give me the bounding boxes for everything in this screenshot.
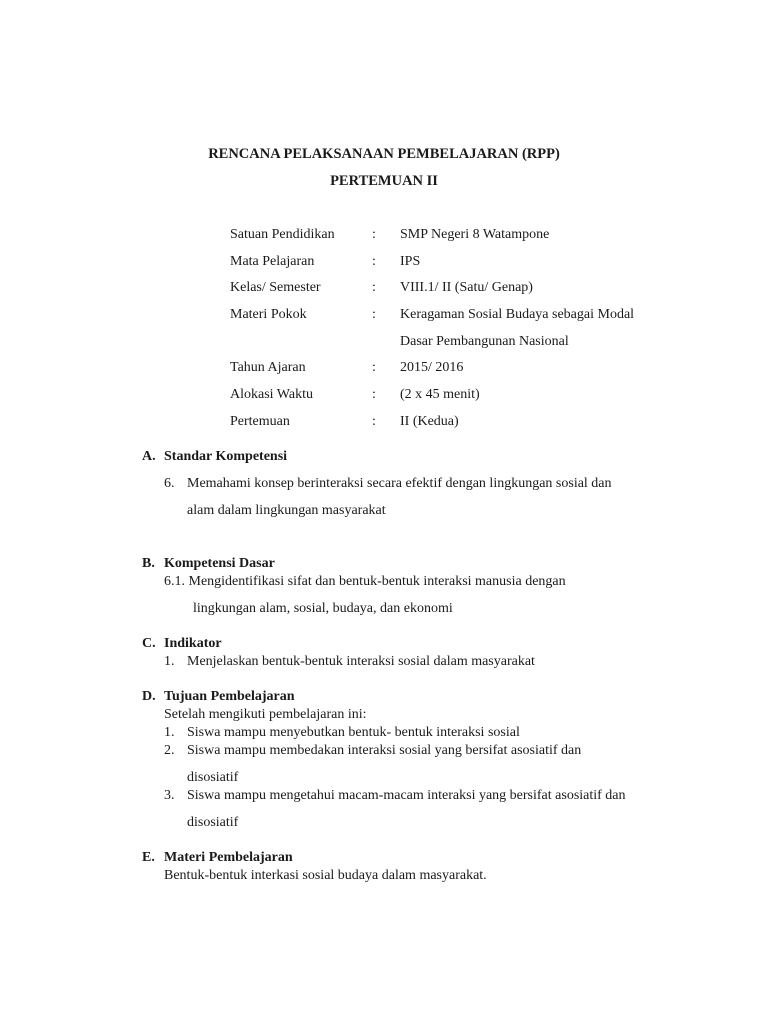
list-item-text: Siswa mampu membedakan interaksi sosial yang bersifat asosiatif dan [187, 743, 582, 758]
section-letter: C. [142, 636, 156, 651]
info-row-materi-pokok-cont [230, 335, 690, 362]
section-title: Standar Kompetensi [164, 449, 288, 464]
info-colon: : [372, 253, 376, 269]
list-item-text: Menjelaskan bentuk-bentuk interaksi sosial dalam masyarakat [187, 654, 535, 669]
section-standar-kompetensi [142, 449, 702, 518]
section-heading [142, 637, 702, 655]
info-value: Dasar Pembangunan Nasional [400, 333, 569, 349]
list-item-text-cont: alam dalam lingkungan masyarakat [187, 503, 386, 518]
info-value: Keragaman Sosial Budaya sebagai Modal [400, 307, 635, 323]
info-value: II (Kedua) [400, 413, 459, 429]
info-value: VIII.1/ II (Satu/ Genap) [400, 280, 533, 296]
info-label: Pertemuan [230, 413, 290, 429]
info-label: Alokasi Waktu [230, 387, 313, 403]
section-letter: D. [142, 689, 156, 704]
list-item-text: Siswa mampu mengetahui macam-macam interaksi yang bersifat asosiatif dan [187, 788, 626, 803]
section-letter: A. [142, 449, 156, 464]
info-row-mata-pelajaran [230, 255, 690, 282]
section-body-text: Bentuk-bentuk interkasi sosial budaya dalam masyarakat. [164, 868, 487, 883]
info-colon: : [372, 307, 376, 323]
info-label: Satuan Pendidikan [230, 227, 335, 242]
info-value: 2015/ 2016 [400, 360, 464, 376]
section-tujuan-pembelajaran [142, 689, 702, 830]
info-colon: : [372, 360, 376, 376]
info-label: Mata Pelajaran [230, 253, 315, 269]
competency-text: 6.1. Mengidentifikasi sifat dan bentuk-bentuk interaksi manusia dengan [164, 574, 566, 589]
section-heading [142, 690, 702, 708]
section-heading [142, 851, 702, 869]
section-title: Materi Pembelajaran [164, 850, 293, 865]
list-item-text: Siswa mampu menyebutkan bentuk- bentuk interaksi sosial [187, 725, 520, 740]
list-number: 2. [164, 743, 175, 758]
list-item-text-cont: disosiatif [187, 815, 239, 830]
info-label: Materi Pokok [230, 307, 307, 323]
info-value: SMP Negeri 8 Watampone [400, 227, 550, 242]
list-number: 3. [164, 788, 175, 803]
list-number: 1. [164, 725, 175, 740]
section-letter: B. [142, 556, 155, 571]
section-intro: Setelah mengikuti pembelajaran ini: [164, 707, 367, 722]
section-title: Indikator [164, 636, 222, 651]
section-title: Tujuan Pembelajaran [164, 689, 295, 704]
info-colon: : [372, 387, 376, 403]
info-row-pertemuan [230, 415, 690, 442]
list-number: 6. [164, 476, 175, 491]
competency-text-cont: lingkungan alam, sosial, budaya, dan ekonomi [193, 601, 453, 616]
info-row-materi-pokok [230, 308, 690, 335]
section-title: Kompetensi Dasar [164, 556, 275, 571]
info-row-alokasi-waktu [230, 388, 690, 415]
info-row-kelas-semester [230, 281, 690, 308]
document-subtitle: PERTEMUAN II [330, 173, 438, 189]
info-colon: : [372, 413, 376, 429]
info-row-tahun-ajaran [230, 361, 690, 388]
section-letter: E. [142, 850, 155, 865]
list-number: 1. [164, 654, 175, 669]
list-item-text: Memahami konsep berinteraksi secara efektif dengan lingkungan sosial dan [187, 476, 612, 491]
document-title: RENCANA PELAKSANAAN PEMBELAJARAN (RPP) [208, 146, 560, 162]
info-colon: : [372, 227, 376, 242]
section-heading [142, 450, 702, 468]
section-kompetensi-dasar [142, 556, 702, 616]
info-value: (2 x 45 menit) [400, 387, 480, 403]
identity-table [230, 228, 690, 442]
info-colon: : [372, 280, 376, 296]
info-label: Kelas/ Semester [230, 280, 321, 296]
info-value: IPS [400, 253, 421, 269]
section-indikator [142, 636, 702, 669]
info-label: Tahun Ajaran [230, 360, 306, 376]
info-row-satuan-pendidikan [230, 228, 690, 255]
list-item-text-cont: disosiatif [187, 770, 239, 785]
section-heading [142, 557, 702, 575]
section-materi-pembelajaran [142, 850, 702, 883]
